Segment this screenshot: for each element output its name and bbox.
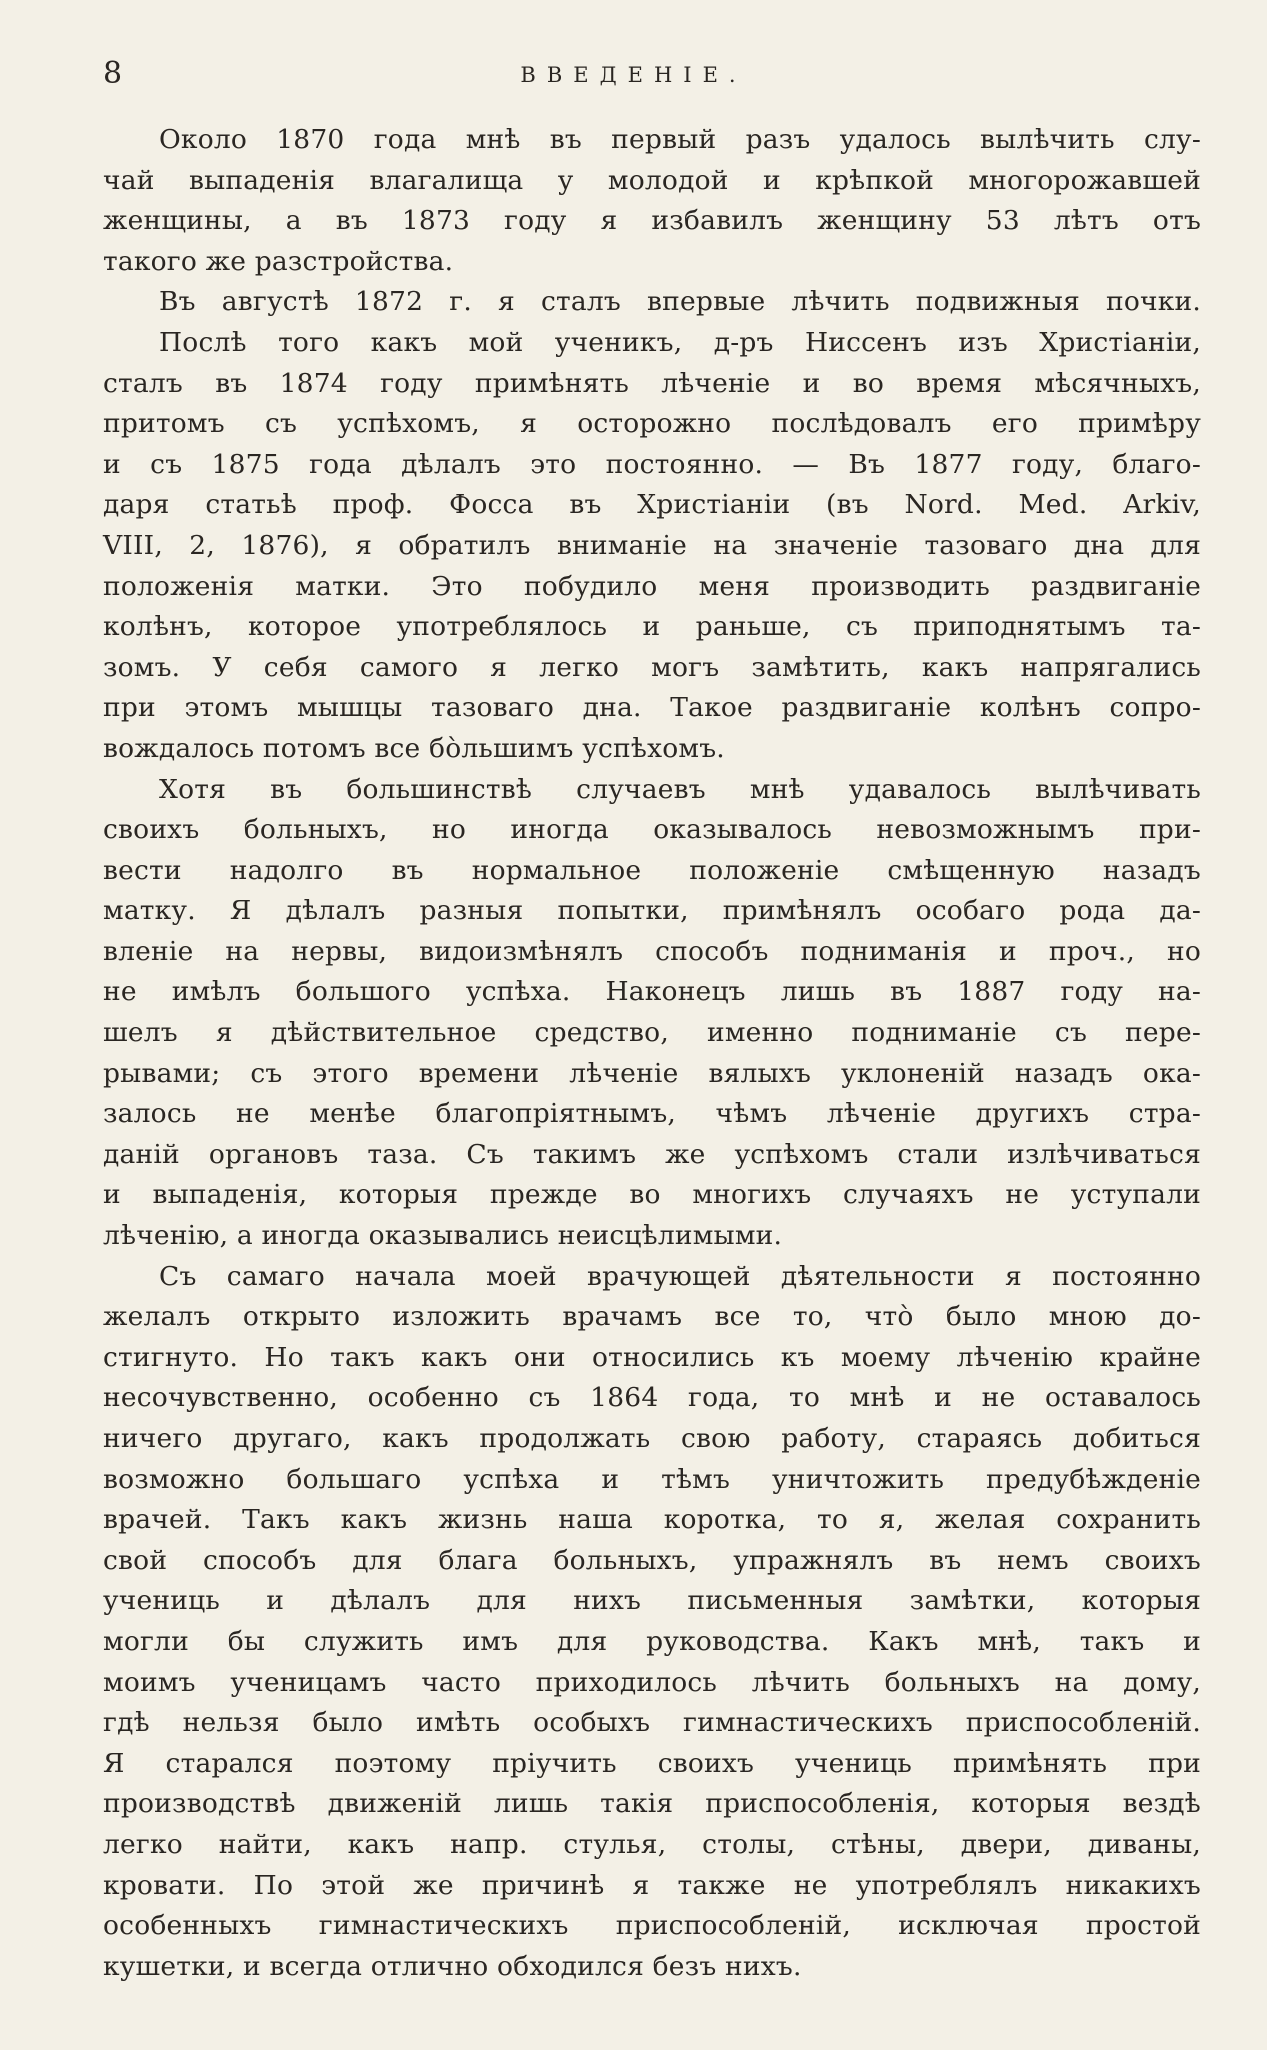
- text-line: могли бы служить имъ для руководства. Какъ мнѣ, такъ и: [103, 1625, 1201, 1657]
- text-line: матку. Я дѣлалъ разныя попытки, примѣнялъ особаго рода да-: [103, 895, 1201, 927]
- text-line: производствѣ движеній лишь такія приспособленія, которыя вездѣ: [103, 1788, 1201, 1820]
- text-line: Въ августѣ 1872 г. я сталъ впервые лѣчить подвижныя почки.: [159, 286, 1201, 318]
- text-line: особенныхъ гимнастическихъ приспособленій, исключая простой: [103, 1910, 1201, 1942]
- text-line: свой способъ для блага больныхъ, упражнялъ въ немъ своихъ: [103, 1544, 1201, 1576]
- text-line: и съ 1875 года дѣлалъ это постоянно. — Въ 1877 году, благо-: [103, 448, 1201, 480]
- text-line: стигнуто. Но такъ какъ они относились къ моему лѣченію крайне: [103, 1341, 1201, 1373]
- text-line: при этомъ мышцы тазоваго дна. Такое раздвиганіе колѣнъ сопро-: [103, 692, 1201, 724]
- text-line: VIII, 2, 1876), я обратилъ вниманіе на значеніе тазоваго дна для: [103, 529, 1201, 561]
- text-line: даній органовъ таза. Съ такимъ же успѣхомъ стали излѣчиваться: [103, 1138, 1201, 1170]
- text-line: Я старался поэтому пріучить своихъ учениць примѣнять при: [103, 1747, 1201, 1779]
- text-line: Хотя въ большинствѣ случаевъ мнѣ удавалось вылѣчивать: [159, 773, 1201, 805]
- text-line: притомъ съ успѣхомъ, я осторожно послѣдовалъ его примѣру: [103, 408, 1201, 440]
- body-text: [103, 120, 1201, 1987]
- text-line: учениць и дѣлалъ для нихъ письменныя замѣтки, которыя: [103, 1585, 1201, 1617]
- text-line: легко найти, какъ напр. стулья, столы, стѣны, двери, диваны,: [103, 1828, 1201, 1860]
- text-line: даря статьѣ проф. Фосса въ Христіаніи (въ Nord. Med. Arkiv,: [103, 489, 1201, 521]
- text-line: Съ самаго начала моей врачующей дѣятельности я постоянно: [159, 1260, 1201, 1292]
- page-number: 8: [103, 56, 123, 91]
- text-line: рывами; съ этого времени лѣченіе вялыхъ уклоненій назадъ ока-: [103, 1057, 1201, 1089]
- text-line: возможно большаго успѣха и тѣмъ уничтожить предубѣжденіе: [103, 1463, 1201, 1495]
- text-line: шелъ я дѣйствительное средство, именно подниманіе съ пере-: [103, 1017, 1201, 1049]
- text-line: такого же разстройства.: [103, 245, 454, 277]
- text-line: не имѣлъ большого успѣха. Наконецъ лишь въ 1887 году на-: [103, 976, 1201, 1008]
- text-line: врачей. Такъ какъ жизнь наша коротка, то я, желая сохранить: [103, 1504, 1201, 1536]
- text-line: своихъ больныхъ, но иногда оказывалось невозможнымъ при-: [103, 814, 1201, 846]
- text-line: Около 1870 года мнѣ въ первый разъ удалось вылѣчить слу-: [159, 124, 1201, 155]
- text-line: женщины, а въ 1873 году я избавилъ женщину 53 лѣтъ отъ: [103, 205, 1201, 237]
- text-line: вести надолго въ нормальное положеніе смѣщенную назадъ: [103, 854, 1201, 886]
- text-line: кровати. По этой же причинѣ я также не употреблялъ никакихъ: [103, 1869, 1201, 1901]
- running-title: ВВЕДЕНІЕ.: [520, 63, 747, 87]
- text-line: лѣченію, а иногда оказывались неисцѣлимыми.: [103, 1220, 783, 1252]
- text-line: вленіе на нервы, видоизмѣнялъ способъ подниманія и проч., но: [103, 935, 1201, 967]
- text-line: колѣнъ, которое употреблялось и раньше, съ приподнятымъ та-: [103, 611, 1201, 643]
- text-line: несочувственно, особенно съ 1864 года, то мнѣ и не оставалось: [103, 1382, 1201, 1414]
- text-line: зомъ. У себя самого я легко могъ замѣтить, какъ напрягались: [103, 651, 1201, 683]
- text-line: кушетки, и всегда отлично обходился безъ нихъ.: [103, 1950, 802, 1982]
- text-line: гдѣ нельзя было имѣть особыхъ гимнастическихъ приспособленій.: [103, 1707, 1201, 1739]
- text-line: желалъ открыто изложить врачамъ все то, что̀ было мною до-: [103, 1301, 1201, 1333]
- text-line: и выпаденія, которыя прежде во многихъ случаяхъ не уступали: [103, 1179, 1201, 1211]
- text-line: Послѣ того какъ мой ученикъ, д-ръ Ниссенъ изъ Христіаніи,: [159, 326, 1201, 358]
- text-line: сталъ въ 1874 году примѣнять лѣченіе и во время мѣсячныхъ,: [103, 367, 1201, 399]
- text-line: моимъ ученицамъ часто приходилось лѣчить больныхъ на дому,: [103, 1666, 1201, 1698]
- text-line: положенія матки. Это побудило меня производить раздвиганіе: [103, 570, 1201, 602]
- text-line: чай выпаденія влагалища у молодой и крѣпкой многорожавшей: [103, 164, 1201, 196]
- text-line: ничего другаго, какъ продолжать свою работу, стараясь добиться: [103, 1423, 1201, 1454]
- text-line: вождалось потомъ все бо̀льшимъ успѣхомъ.: [103, 732, 725, 764]
- text-line: залось не менѣе благопріятнымъ, чѣмъ лѣченіе другихъ стра-: [103, 1098, 1201, 1130]
